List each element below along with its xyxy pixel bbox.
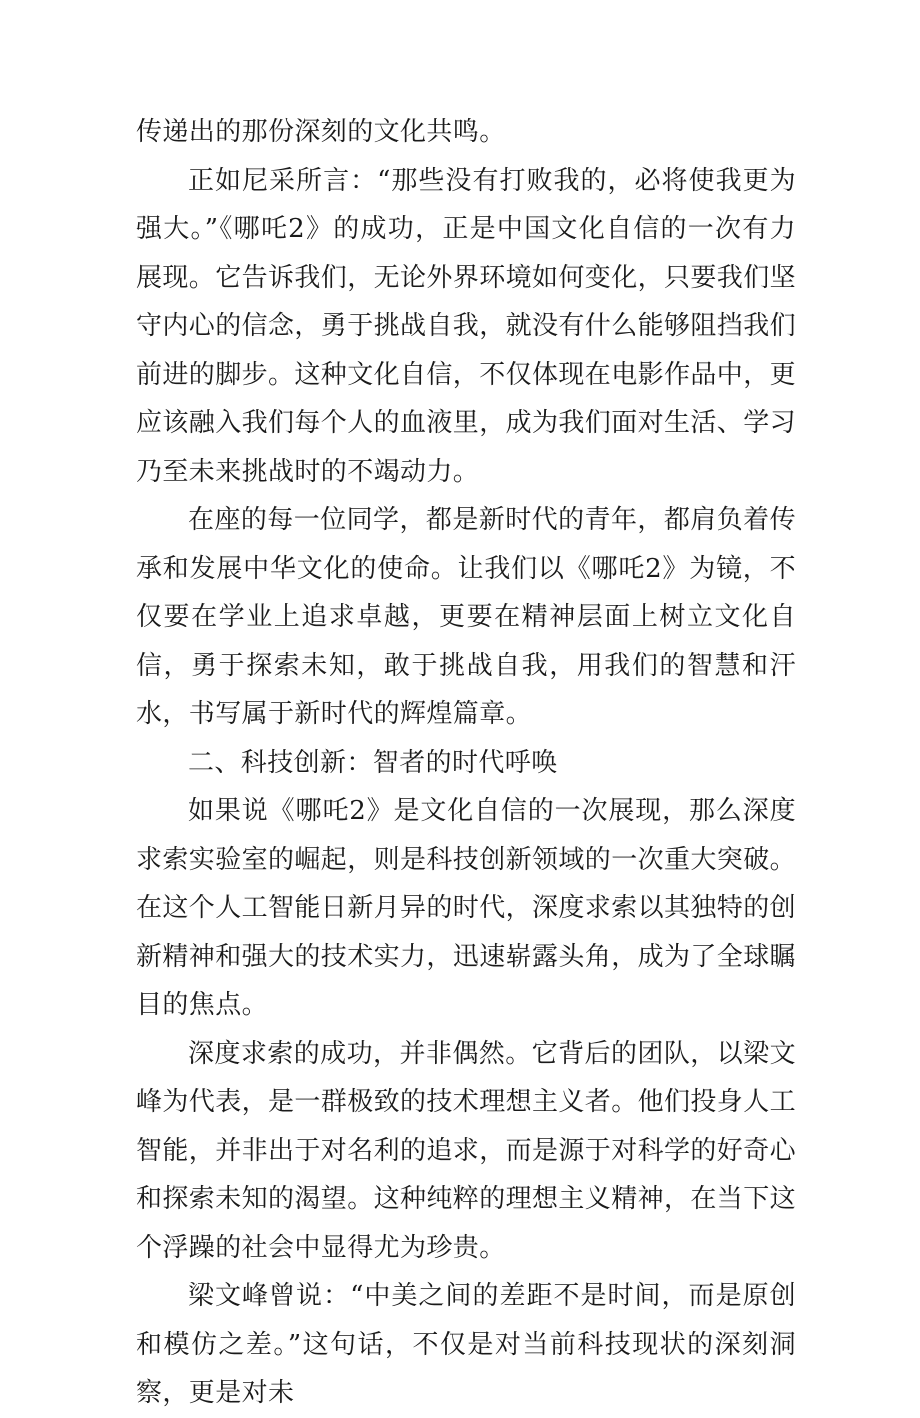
paragraph-students: 在座的每一位同学，都是新时代的青年，都肩负着传承和发展中华文化的使命。让我们以《哪吒2》为镜，不仅要在学业上追求卓越，更要在精神层面上树立文化自信，勇于探索未知，敢于挑战自我，用我们的智慧和汗水，书写属于新时代的辉煌篇章。 bbox=[136, 505, 796, 729]
document-body bbox=[136, 108, 796, 1418]
paragraph-deepseek-rise: 如果说《哪吒2》是文化自信的一次展现，那么深度求索实验室的崛起，则是科技创新领域的一次重大突破。在这个人工智能日新月异的时代，深度求索以其独特的创新精神和强大的技术实力，迅速崭露头角，成为了全球瞩目的焦点。 bbox=[136, 796, 797, 1020]
paragraph-continuation: 传递出的那份深刻的文化共鸣。 bbox=[136, 117, 506, 147]
section-heading-tech-innovation: 二、科技创新：智者的时代呼唤 bbox=[188, 747, 558, 778]
paragraph-deepseek-success: 深度求索的成功，并非偶然。它背后的团队，以梁文峰为代表，是一群极致的技术理想主义者。他们投身人工智能，并非出于对名利的追求，而是源于对科学的好奇心和探索未知的渴望。这种纯粹的理想主义精神，在当下这个浮躁的社会中显得尤为珍贵。 bbox=[136, 1038, 797, 1263]
paragraph-liang-quote: 梁文峰曾说：“中美之间的差距不是时间，而是原创和模仿之差。”这句话，不仅是对当前科技现状的深刻洞察，更是对未 bbox=[136, 1281, 796, 1408]
paragraph-nietzsche-quote: 正如尼采所言：“那些没有打败我的，必将使我更为强大。”《哪吒2》的成功，正是中国文化自信的一次有力展现。它告诉我们，无论外界环境如何变化，只要我们坚守内心的信念，勇于挑战自我，就没有什么能够阻挡我们前进的脚步。这种文化自信，不仅体现在电影作品中，更应该融入我们每个人的血液里，成为我们面对生活、学习乃至未来挑战时的不竭动力。 bbox=[136, 165, 797, 487]
